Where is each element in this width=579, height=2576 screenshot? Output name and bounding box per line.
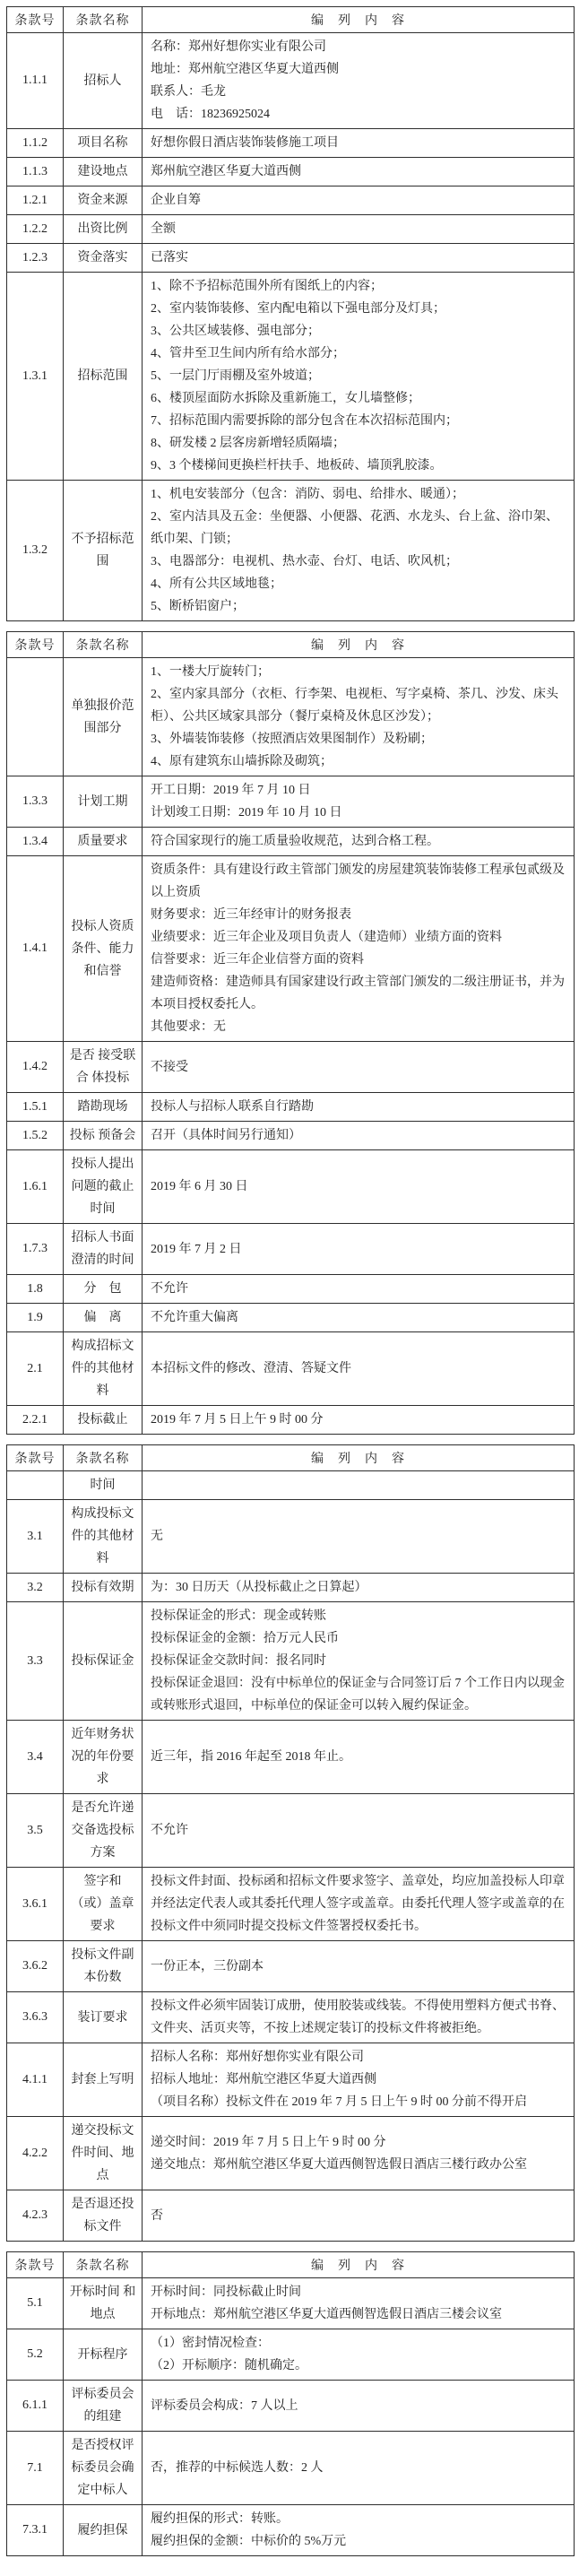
content-line: 开标地点：郑州航空港区华夏大道西侧智选假日酒店三楼会议室 — [151, 2308, 502, 2321]
clause-table-1 — [6, 6, 575, 621]
clause-name: 是否授权评标委员会确定中标人 — [64, 2432, 143, 2505]
clause-name: 时间 — [64, 1471, 143, 1500]
clause-no: 1.5.1 — [7, 1093, 64, 1122]
clause-name: 是否允许递交备选投标方案 — [64, 1794, 143, 1868]
clause-no — [7, 1471, 64, 1500]
header-clause-name: 条款名称 — [64, 7, 143, 33]
content-line: 不允许 — [151, 1282, 188, 1296]
clause-name: 投标 预备会 — [64, 1122, 143, 1150]
clause-row — [7, 273, 575, 481]
content-line: 投标文件必须牢固装订成册，使用胶装或线装。不得使用塑料方便式书脊、文件夹、活页夹等，不按上述规定装订的投标文件将被拒绝。 — [151, 1999, 565, 2035]
content-line: 投标人与招标人联系自行踏勘 — [151, 1100, 314, 1114]
clause-no: 1.1.2 — [7, 129, 64, 158]
clause-name: 开标时间 和地点 — [64, 2278, 143, 2329]
clause-row — [7, 158, 575, 186]
clause-name: 近年财务状况的年份要求 — [64, 1721, 143, 1794]
clause-no: 4.2.3 — [7, 2190, 64, 2242]
clause-name: 单独报价范围部分 — [64, 658, 143, 776]
clause-row — [7, 1042, 575, 1093]
clause-row — [7, 33, 575, 129]
clause-row — [7, 1602, 575, 1721]
clause-no: 1.4.2 — [7, 1042, 64, 1093]
clause-table-4 — [6, 2251, 575, 2556]
content-line: 联系人：毛龙 — [151, 85, 226, 99]
clause-content — [143, 2278, 575, 2329]
clause-no: 1.6.1 — [7, 1150, 64, 1224]
content-line: 业绩要求：近三年企业及项目负责人（建造师）业绩方面的资料 — [151, 931, 502, 944]
clause-name: 招标人书面澄清的时间 — [64, 1224, 143, 1275]
clause-row — [7, 658, 575, 776]
clause-row — [7, 2278, 575, 2329]
clause-name: 递交投标文件时间、地点 — [64, 2117, 143, 2190]
clause-no: 7.1 — [7, 2432, 64, 2505]
clause-name: 装订要求 — [64, 1992, 143, 2043]
clause-row — [7, 2505, 575, 2556]
header-row — [7, 2252, 575, 2278]
content-line: 投标保证金交款时间：报名同时 — [151, 1654, 326, 1668]
content-line: 递交地点：郑州航空港区华夏大道西侧智选假日酒店三楼行政办公室 — [151, 2157, 527, 2172]
content-line: 企业自筹 — [151, 194, 201, 207]
clause-table-3 — [6, 1444, 575, 2242]
clause-row — [7, 1574, 575, 1602]
clause-tables-container — [6, 6, 574, 2556]
clause-content — [143, 1500, 575, 1574]
clause-no: 7.3.1 — [7, 2505, 64, 2556]
clause-content — [143, 129, 575, 158]
clause-no: 2.1 — [7, 1332, 64, 1406]
clause-no: 3.5 — [7, 1794, 64, 1868]
clause-row — [7, 828, 575, 856]
header-content: 编 列 内 容 — [143, 1445, 575, 1471]
content-line: 5、断桥铝窗户； — [151, 600, 245, 613]
clause-content — [143, 273, 575, 481]
clause-content — [143, 776, 575, 828]
content-line: 否 — [151, 2208, 163, 2223]
content-line: 2019 年 7 月 5 日上午 9 时 00 分 — [151, 1413, 324, 1427]
clause-name: 招标人 — [64, 33, 143, 129]
clause-content — [143, 1602, 575, 1721]
clause-name: 不予招标范围 — [64, 481, 143, 621]
clause-content — [143, 2381, 575, 2432]
content-line: （2）开标顺序：随机确定。 — [151, 2359, 307, 2372]
clause-no: 1.1.3 — [7, 158, 64, 186]
clause-content — [143, 856, 575, 1042]
content-line: 开工日期：2019 年 7 月 10 日 — [151, 784, 311, 797]
content-line: 郑州航空港区华夏大道西侧 — [151, 165, 301, 178]
clause-row — [7, 1794, 575, 1868]
content-line: 履约担保的形式：转账。 — [151, 2512, 289, 2526]
header-clause-name: 条款名称 — [64, 1445, 143, 1471]
clause-content — [143, 1122, 575, 1150]
content-line: 不允许重大偏离 — [151, 1311, 238, 1324]
clause-no: 1.3.2 — [7, 481, 64, 621]
content-line: 信誉要求：近三年企业信誉方面的资料 — [151, 953, 364, 967]
clause-name: 出资比例 — [64, 215, 143, 244]
clause-content — [143, 1471, 575, 1500]
content-line: 9、3 个楼梯间更换栏杆扶手、地板砖、墙顶乳胶漆。 — [151, 459, 443, 473]
content-line — [151, 1474, 566, 1496]
clause-name: 踏勘现场 — [64, 1093, 143, 1122]
clause-name: 构成投标文件的其他材料 — [64, 1500, 143, 1574]
content-line: 履约担保的金额：中标价的 5%万元 — [151, 2535, 347, 2548]
content-line: 4、原有建筑东山墙拆除及砌筑； — [151, 755, 333, 768]
clause-content — [143, 1721, 575, 1794]
header-row — [7, 1445, 575, 1471]
clause-content — [143, 1093, 575, 1122]
clause-content — [143, 1406, 575, 1435]
clause-no: 1.5.2 — [7, 1122, 64, 1150]
clause-name: 项目名称 — [64, 129, 143, 158]
content-line: 评标委员会构成：7 人以上 — [151, 2398, 298, 2413]
clause-content — [143, 1275, 575, 1304]
clause-no: 1.2.3 — [7, 244, 64, 273]
content-line: 电 话：18236925024 — [151, 108, 270, 121]
clause-content — [143, 1868, 575, 1941]
clause-name: 开标程序 — [64, 2329, 143, 2381]
header-row — [7, 7, 575, 33]
clause-no: 3.1 — [7, 1500, 64, 1574]
clause-row — [7, 1721, 575, 1794]
clause-no: 3.3 — [7, 1602, 64, 1721]
clause-row — [7, 856, 575, 1042]
clause-content — [143, 1574, 575, 1602]
content-line: 2019 年 6 月 30 日 — [151, 1180, 248, 1193]
clause-name: 签字和 （或）盖章 要求 — [64, 1868, 143, 1941]
clause-name: 投标人资质条件、能力和信誉 — [64, 856, 143, 1042]
content-line: 财务要求：近三年经审计的财务报表 — [151, 908, 351, 922]
clause-content — [143, 1304, 575, 1332]
clause-name: 资金落实 — [64, 244, 143, 273]
clause-content — [143, 2432, 575, 2505]
clause-no: 3.6.3 — [7, 1992, 64, 2043]
clause-content — [143, 481, 575, 621]
clause-row — [7, 2329, 575, 2381]
clause-row — [7, 215, 575, 244]
clause-no: 3.4 — [7, 1721, 64, 1794]
clause-name: 招标范围 — [64, 273, 143, 481]
content-line: 为：30 日历天（从投标截止之日算起） — [151, 1581, 367, 1594]
clause-no: 1.2.1 — [7, 186, 64, 215]
clause-row — [7, 1868, 575, 1941]
clause-no: 2.2.1 — [7, 1406, 64, 1435]
content-line: 递交时间：2019 年 7 月 5 日上午 9 时 00 分 — [151, 2135, 386, 2149]
content-line: 3、公共区域装修、强电部分； — [151, 325, 320, 338]
header-content: 编 列 内 容 — [143, 632, 575, 658]
clause-row — [7, 129, 575, 158]
content-line: 招标人地址：郑州航空港区华夏大道西侧 — [151, 2073, 376, 2086]
content-line: 建造师资格：建造师具有国家建设行政主管部门颁发的二级注册证书，并为本项目授权委托人。 — [151, 976, 565, 1011]
content-line: 4、管井至卫生间内所有给水部分； — [151, 347, 345, 360]
clause-content — [143, 2190, 575, 2242]
clause-row — [7, 1500, 575, 1574]
clause-row — [7, 244, 575, 273]
clause-content — [143, 2505, 575, 2556]
clause-no: 4.1.1 — [7, 2043, 64, 2117]
content-line: 好想你假日酒店装饰装修施工项目 — [151, 136, 339, 150]
clause-no: 1.3.4 — [7, 828, 64, 856]
content-line: 3、外墙装饰装修（按照酒店效果图制作）及粉刷； — [151, 733, 433, 746]
clause-row — [7, 1093, 575, 1122]
content-line: 全额 — [151, 222, 176, 236]
clause-row — [7, 2190, 575, 2242]
clause-row — [7, 1275, 575, 1304]
clause-no: 3.6.1 — [7, 1868, 64, 1941]
clause-content — [143, 244, 575, 273]
clause-no: 1.8 — [7, 1275, 64, 1304]
content-line: （项目名称）投标文件在 2019 年 7 月 5 日上午 9 时 00 分前不得开启 — [151, 2095, 527, 2109]
clause-name: 评标委员会的组建 — [64, 2381, 143, 2432]
content-line: 召开（具体时间另行通知） — [151, 1129, 301, 1142]
clause-table-2 — [6, 631, 575, 1435]
content-line: 开标时间：同投标截止时间 — [151, 2285, 301, 2299]
clause-no: 1.3.1 — [7, 273, 64, 481]
header-content: 编 列 内 容 — [143, 2252, 575, 2278]
header-clause-no: 条款号 — [7, 7, 64, 33]
clause-no: 1.3.3 — [7, 776, 64, 828]
content-line: 其他要求：无 — [151, 1020, 226, 1034]
clause-row — [7, 1122, 575, 1150]
clause-row — [7, 1150, 575, 1224]
header-clause-no: 条款号 — [7, 2252, 64, 2278]
clause-row — [7, 2117, 575, 2190]
clause-name: 投标人提出问题的截止时间 — [64, 1150, 143, 1224]
header-content: 编 列 内 容 — [143, 7, 575, 33]
content-line: 1、机电安装部分（包含：消防、弱电、给排水、暖通）； — [151, 488, 464, 501]
clause-row — [7, 1471, 575, 1500]
content-line: 地址：郑州航空港区华夏大道西侧 — [151, 63, 339, 76]
content-line: 投标文件封面、投标函和招标文件要求签字、盖章处，均应加盖投标人印章并经法定代表人或其委托代理人签字或盖章。由委托代理人签字或盖章的在投标文件中须同时提交投标文件签署授权委托书。 — [151, 1875, 565, 1933]
clause-content — [143, 658, 575, 776]
content-line: 近三年，指 2016 年起至 2018 年止。 — [151, 1750, 351, 1764]
clause-no: 1.7.3 — [7, 1224, 64, 1275]
clause-name: 偏 离 — [64, 1304, 143, 1332]
clause-content — [143, 2043, 575, 2117]
content-line: 投标保证金的形式：现金或转账 — [151, 1609, 326, 1623]
clause-name: 资金来源 — [64, 186, 143, 215]
clause-row — [7, 1224, 575, 1275]
clause-no — [7, 658, 64, 776]
clause-content — [143, 33, 575, 129]
clause-row — [7, 1406, 575, 1435]
content-line: 6、楼顶屋面防水拆除及重新施工，女儿墙整修； — [151, 392, 420, 405]
content-line: 投标保证金的金额：拾万元人民币 — [151, 1632, 339, 1645]
header-row — [7, 632, 575, 658]
clause-content — [143, 1941, 575, 1992]
clause-row — [7, 1941, 575, 1992]
content-line: 不允许 — [151, 1824, 188, 1837]
clause-name: 投标文件副本份数 — [64, 1941, 143, 1992]
clause-content — [143, 2329, 575, 2381]
content-line: 4、所有公共区域地毯； — [151, 577, 282, 591]
clause-no: 5.2 — [7, 2329, 64, 2381]
content-line: 8、研发楼 2 层客房新增轻质隔墙； — [151, 437, 345, 450]
content-line: 2、室内洁具及五金：坐便器、小便器、花洒、水龙头、台上盆、浴巾架、纸巾架、门锁； — [151, 510, 558, 546]
header-clause-name: 条款名称 — [64, 2252, 143, 2278]
content-line: 3、电器部分：电视机、热水壶、台灯、电话、吹风机； — [151, 555, 458, 568]
clause-name: 建设地点 — [64, 158, 143, 186]
clause-row — [7, 2432, 575, 2505]
content-line: 资质条件：具有建设行政主管部门颁发的房屋建筑装饰装修工程承包贰级及以上资质 — [151, 863, 565, 899]
content-line: 2019 年 7 月 2 日 — [151, 1242, 242, 1256]
content-line: 2、室内装饰装修、室内配电箱以下强电部分及灯具； — [151, 302, 445, 316]
content-line: 无 — [151, 1530, 163, 1543]
content-line: （1）密封情况检查： — [151, 2337, 270, 2350]
clause-no: 3.2 — [7, 1574, 64, 1602]
content-line: 1、除不予招标范围外所有图纸上的内容； — [151, 280, 383, 293]
clause-name: 投标保证金 — [64, 1602, 143, 1721]
clause-content — [143, 1224, 575, 1275]
header-clause-name: 条款名称 — [64, 632, 143, 658]
clause-name: 投标截止 — [64, 1406, 143, 1435]
clause-name: 分 包 — [64, 1275, 143, 1304]
clause-row — [7, 1304, 575, 1332]
clause-name: 质量要求 — [64, 828, 143, 856]
header-clause-no: 条款号 — [7, 632, 64, 658]
content-line: 投标保证金退回：没有中标单位的保证金与合同签订后 7 个工作日内以现金或转账形式退回，中标单位的保证金可以转入履约保证金。 — [151, 1677, 565, 1713]
clause-content — [143, 1150, 575, 1224]
content-line: 符合国家现行的施工质量验收规范，达到合格工程。 — [151, 835, 439, 848]
clause-no: 1.2.2 — [7, 215, 64, 244]
clause-name: 构成招标文件的其他材料 — [64, 1332, 143, 1406]
clause-name: 计划工期 — [64, 776, 143, 828]
clause-row — [7, 2043, 575, 2117]
clause-row — [7, 2381, 575, 2432]
content-line: 5、一层门厅雨棚及室外坡道； — [151, 369, 320, 383]
content-line: 不接受 — [151, 1060, 188, 1074]
clause-row — [7, 776, 575, 828]
clause-content — [143, 1332, 575, 1406]
clause-content — [143, 186, 575, 215]
clause-content — [143, 1042, 575, 1093]
clause-content — [143, 158, 575, 186]
content-line: 已落实 — [151, 251, 188, 265]
header-clause-no: 条款号 — [7, 1445, 64, 1471]
content-line: 名称：郑州好想你实业有限公司 — [151, 40, 326, 54]
content-line: 计划竣工日期：2019 年 10 月 10 日 — [151, 806, 342, 820]
clause-content — [143, 215, 575, 244]
clause-content — [143, 2117, 575, 2190]
clause-no: 5.1 — [7, 2278, 64, 2329]
clause-no: 3.6.2 — [7, 1941, 64, 1992]
clause-content — [143, 1992, 575, 2043]
clause-row — [7, 1992, 575, 2043]
content-line: 招标人名称：郑州好想你实业有限公司 — [151, 2051, 364, 2064]
clause-name: 履约担保 — [64, 2505, 143, 2556]
clause-no: 6.1.1 — [7, 2381, 64, 2432]
content-line: 7、招标范围内需要拆除的部分包含在本次招标范围内； — [151, 414, 458, 428]
clause-name: 是否退还投标文件 — [64, 2190, 143, 2242]
clause-no: 1.4.1 — [7, 856, 64, 1042]
clause-no: 1.9 — [7, 1304, 64, 1332]
clause-name: 是否 接受联合 体投标 — [64, 1042, 143, 1093]
clause-no: 1.1.1 — [7, 33, 64, 129]
clause-content — [143, 828, 575, 856]
clause-row — [7, 186, 575, 215]
clause-name: 封套上写明 — [64, 2043, 143, 2117]
content-line: 本招标文件的修改、澄清、答疑文件 — [151, 1362, 351, 1375]
clause-name: 投标有效期 — [64, 1574, 143, 1602]
clause-row — [7, 1332, 575, 1406]
content-line: 一份正本，三份副本 — [151, 1959, 264, 1973]
content-line: 否，推荐的中标候选人数：2 人 — [151, 2461, 324, 2475]
clause-row — [7, 481, 575, 621]
content-line: 2、室内家具部分（衣柜、行李架、电视柜、写字桌椅、茶几、沙发、床头柜）、公共区域家具部分（餐厅桌椅及休息区沙发）； — [151, 688, 558, 724]
content-line: 1、一楼大厅旋转门； — [151, 665, 270, 679]
clause-no: 4.2.2 — [7, 2117, 64, 2190]
clause-content — [143, 1794, 575, 1868]
